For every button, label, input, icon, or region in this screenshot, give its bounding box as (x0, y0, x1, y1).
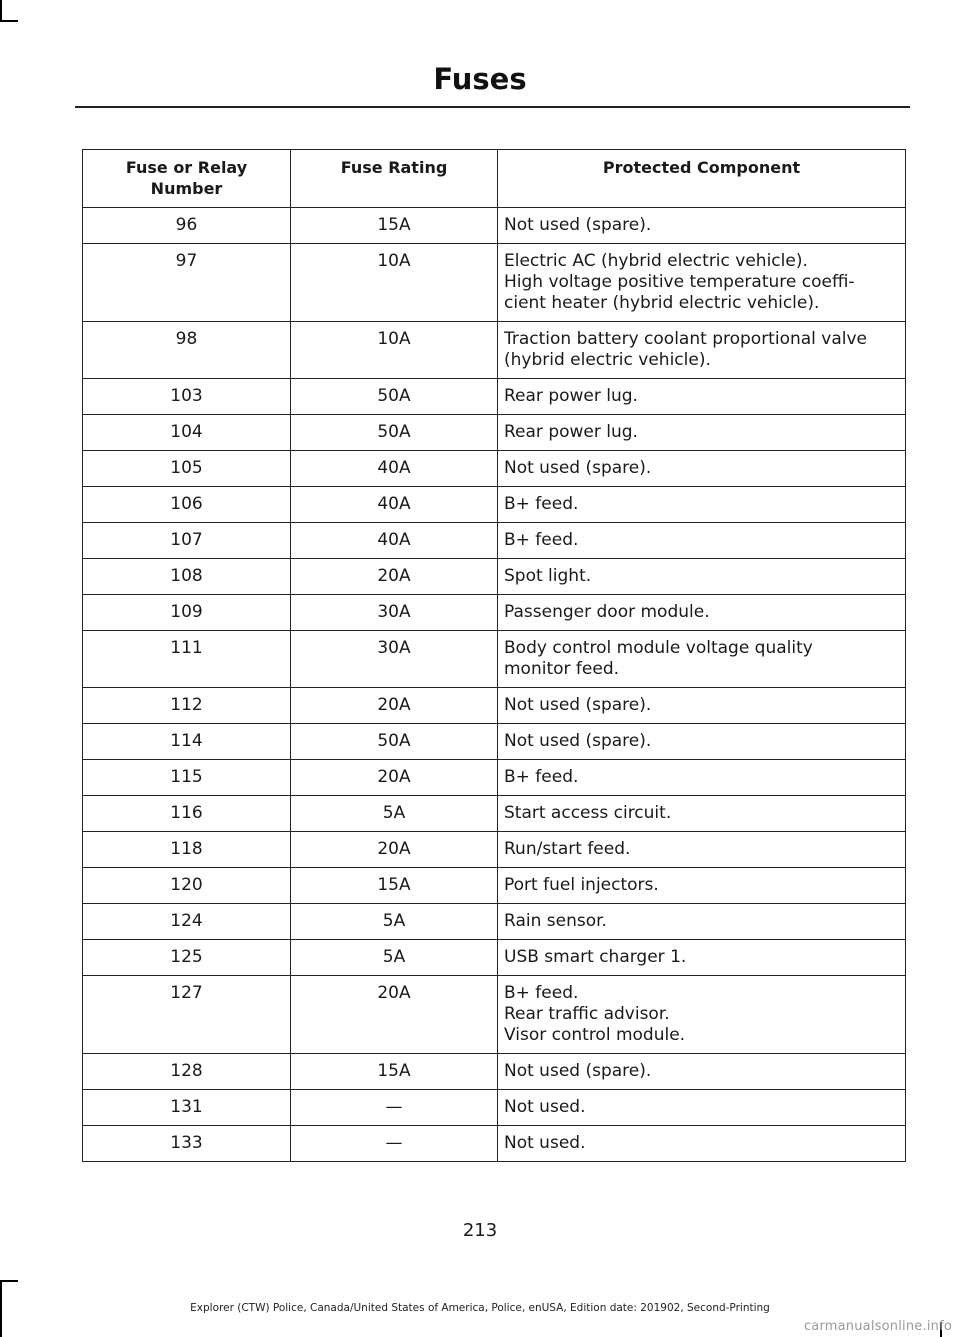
fuse-rating-cell: 15A (291, 868, 498, 904)
table-row (83, 940, 906, 976)
fuse-number-cell: 115 (83, 760, 291, 796)
component-line: Traction battery coolant proportional valve (504, 329, 868, 349)
fuse-number-cell: 124 (83, 904, 291, 940)
table-row (83, 796, 906, 832)
protected-component-cell (498, 1090, 906, 1126)
component-line: Rear traffic advisor. (504, 1004, 670, 1024)
table-row (83, 904, 906, 940)
protected-component-cell (498, 796, 906, 832)
fuse-rating-cell: 5A (291, 940, 498, 976)
component-line: Run/start feed. (504, 839, 631, 859)
protected-component-cell (498, 322, 906, 379)
protected-component-cell (498, 487, 906, 523)
fuse-number-cell: 97 (83, 244, 291, 322)
crop-mark-top-left-h (0, 20, 18, 22)
header-divider (75, 106, 910, 108)
fuse-rating-cell: 10A (291, 322, 498, 379)
table-row (83, 688, 906, 724)
protected-component-cell (498, 976, 906, 1054)
fuse-number-cell: 118 (83, 832, 291, 868)
column-header-component: Protected Component (498, 150, 906, 208)
table-row (83, 451, 906, 487)
table-row (83, 832, 906, 868)
table-row (83, 631, 906, 688)
component-line: High voltage positive temperature coeffi- (504, 272, 855, 292)
protected-component-cell (498, 832, 906, 868)
protected-component-cell (498, 559, 906, 595)
protected-component-cell (498, 940, 906, 976)
component-line: Rear power lug. (504, 422, 638, 442)
fuse-rating-cell: 50A (291, 415, 498, 451)
protected-component-cell (498, 868, 906, 904)
footer-edition-text: Explorer (CTW) Police, Canada/United States of America, Police, enUSA, Edition date: 201902, Second-Printing (190, 1302, 770, 1314)
component-line: B+ feed. (504, 530, 579, 550)
fuse-rating-cell: 20A (291, 688, 498, 724)
component-line: Electric AC (hybrid electric vehicle). (504, 251, 808, 271)
fuse-number-cell: 131 (83, 1090, 291, 1126)
protected-component-cell (498, 724, 906, 760)
table-row (83, 1054, 906, 1090)
component-line: Visor control module. (504, 1025, 686, 1045)
protected-component-cell (498, 1126, 906, 1162)
fuse-rating-cell: 10A (291, 244, 498, 322)
fuse-rating-cell: 50A (291, 379, 498, 415)
protected-component-cell (498, 244, 906, 322)
table-row (83, 1090, 906, 1126)
fuse-rating-cell: 5A (291, 904, 498, 940)
component-line: B+ feed. (504, 767, 579, 787)
protected-component-cell (498, 379, 906, 415)
fuse-number-cell: 127 (83, 976, 291, 1054)
protected-component-cell (498, 523, 906, 559)
fuse-table (82, 149, 906, 1162)
table-row (83, 487, 906, 523)
fuse-number-cell: 106 (83, 487, 291, 523)
fuse-rating-cell: 40A (291, 487, 498, 523)
component-line: Not used. (504, 1133, 586, 1153)
component-line: Not used (spare). (504, 458, 652, 478)
fuse-rating-cell: 40A (291, 523, 498, 559)
component-line: cient heater (hybrid electric vehicle). (504, 293, 820, 313)
fuse-number-cell: 128 (83, 1054, 291, 1090)
fuse-number-cell: 133 (83, 1126, 291, 1162)
fuse-rating-cell: 20A (291, 976, 498, 1054)
fuse-number-cell: 98 (83, 322, 291, 379)
component-line: Start access circuit. (504, 803, 672, 823)
fuse-number-cell: 109 (83, 595, 291, 631)
table-row (83, 1126, 906, 1162)
fuse-rating-cell: 50A (291, 724, 498, 760)
fuse-number-cell: 104 (83, 415, 291, 451)
protected-component-cell (498, 208, 906, 244)
component-line: (hybrid electric vehicle). (504, 350, 711, 370)
table-row (83, 559, 906, 595)
component-line: Rear power lug. (504, 386, 638, 406)
fuse-rating-cell: 5A (291, 796, 498, 832)
component-line: monitor feed. (504, 659, 620, 679)
table-row (83, 760, 906, 796)
protected-component-cell (498, 451, 906, 487)
component-line: Not used (spare). (504, 731, 652, 751)
fuse-rating-cell: 40A (291, 451, 498, 487)
component-line: Passenger door module. (504, 602, 710, 622)
component-line: USB smart charger 1. (504, 947, 687, 967)
component-line: Not used (spare). (504, 695, 652, 715)
table-row (83, 868, 906, 904)
table-header-row (83, 150, 906, 208)
table-row (83, 208, 906, 244)
crop-mark-bottom-left-h (0, 1280, 18, 1282)
component-line: Not used (spare). (504, 215, 652, 235)
fuse-number-cell: 108 (83, 559, 291, 595)
component-line: B+ feed. (504, 494, 579, 514)
fuse-number-cell: 112 (83, 688, 291, 724)
fuse-number-cell: 107 (83, 523, 291, 559)
protected-component-cell (498, 631, 906, 688)
fuse-number-cell: 114 (83, 724, 291, 760)
component-line: Not used (spare). (504, 1061, 652, 1081)
table-row (83, 595, 906, 631)
protected-component-cell (498, 415, 906, 451)
fuse-rating-cell: — (291, 1090, 498, 1126)
column-header-number: Fuse or Relay Number (83, 150, 291, 208)
protected-component-cell (498, 1054, 906, 1090)
component-line: Rain sensor. (504, 911, 607, 931)
page-number: 213 (462, 1220, 498, 1241)
protected-component-cell (498, 595, 906, 631)
fuse-rating-cell: 30A (291, 631, 498, 688)
component-line: Port fuel injectors. (504, 875, 659, 895)
table-row (83, 724, 906, 760)
component-line: Spot light. (504, 566, 592, 586)
protected-component-cell (498, 760, 906, 796)
fuse-rating-cell: 20A (291, 760, 498, 796)
table-body (83, 208, 906, 1162)
fuse-number-cell: 116 (83, 796, 291, 832)
table-row (83, 244, 906, 322)
fuse-number-cell: 111 (83, 631, 291, 688)
fuse-number-cell: 103 (83, 379, 291, 415)
fuse-number-cell: 105 (83, 451, 291, 487)
fuse-rating-cell: 30A (291, 595, 498, 631)
fuse-number-cell: 120 (83, 868, 291, 904)
fuse-rating-cell: 20A (291, 559, 498, 595)
fuse-rating-cell: — (291, 1126, 498, 1162)
fuse-number-cell: 125 (83, 940, 291, 976)
component-line: Body control module voltage quality (504, 638, 813, 658)
watermark: carmanualsonline.info (803, 1319, 952, 1334)
crop-mark-top-left-v (0, 0, 2, 22)
fuse-rating-cell: 15A (291, 1054, 498, 1090)
page-title: Fuses (433, 62, 527, 96)
fuse-number-cell: 96 (83, 208, 291, 244)
component-line: Not used. (504, 1097, 586, 1117)
table-row (83, 976, 906, 1054)
protected-component-cell (498, 904, 906, 940)
column-header-rating: Fuse Rating (291, 150, 498, 208)
table-row (83, 322, 906, 379)
table-row (83, 379, 906, 415)
fuse-rating-cell: 20A (291, 832, 498, 868)
fuse-rating-cell: 15A (291, 208, 498, 244)
protected-component-cell (498, 688, 906, 724)
table-row (83, 415, 906, 451)
component-line: B+ feed. (504, 983, 579, 1003)
table-row (83, 523, 906, 559)
